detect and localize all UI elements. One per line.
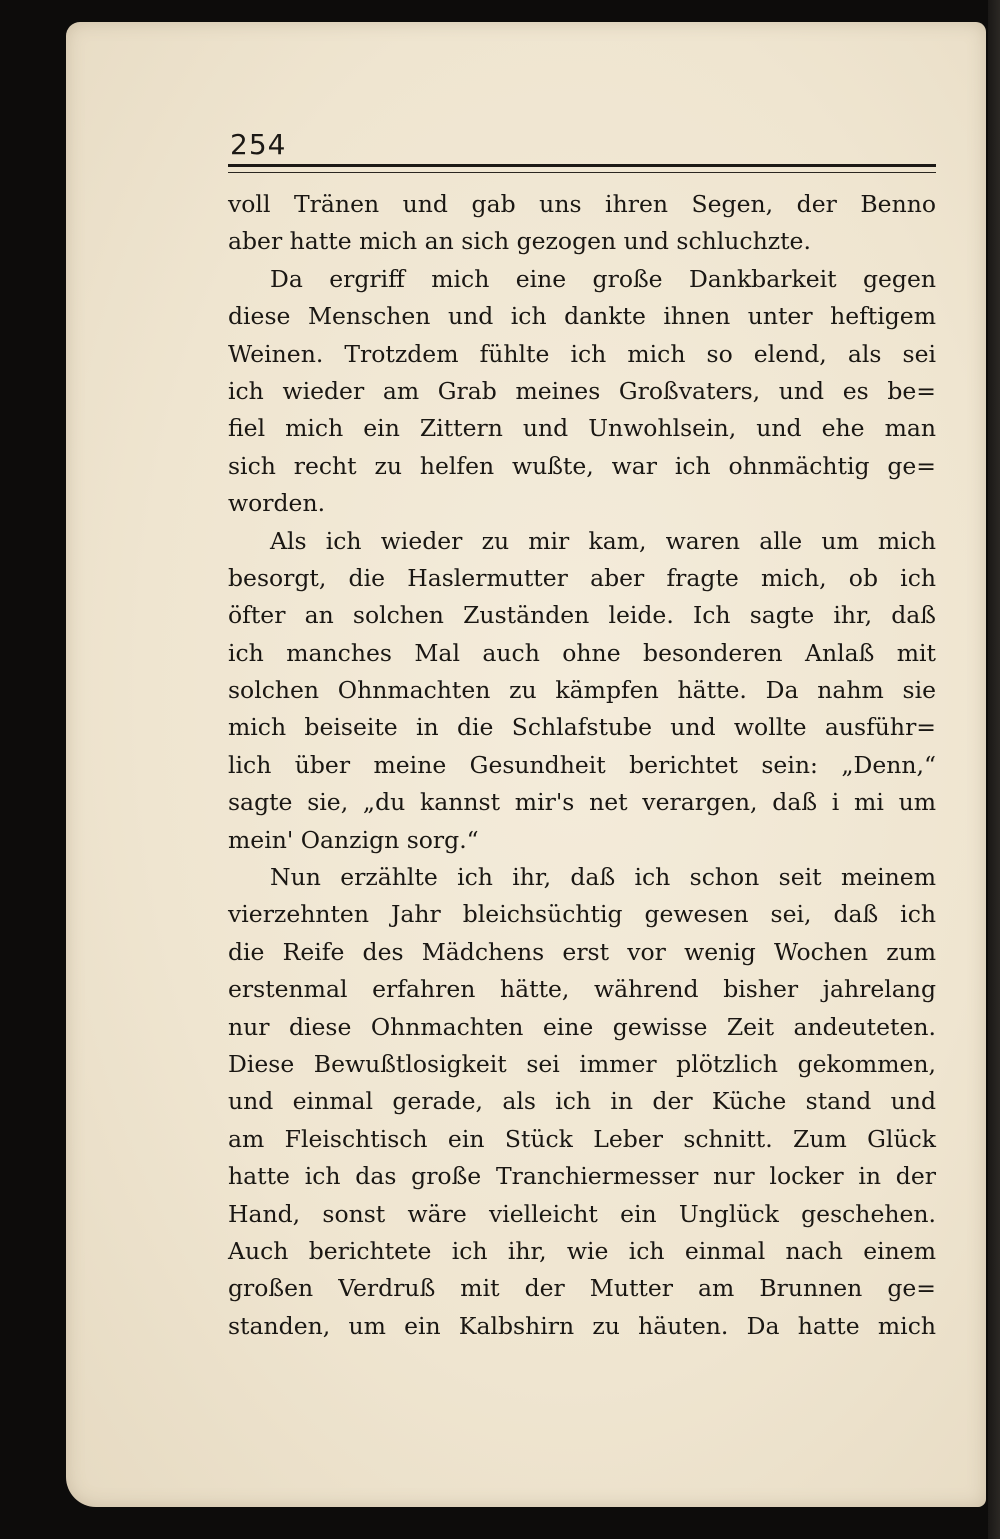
text-line: hatte ich das große Tranchiermesser nur locker in der	[228, 1162, 936, 1191]
text-line: voll Tränen und gab uns ihren Segen, der Benno	[228, 190, 936, 218]
text-line: Auch berichtete ich ihr, wie ich einmal nach einem	[228, 1236, 936, 1265]
text-line: standen, um ein Kalbshirn zu häuten. Da hatte mich	[228, 1311, 936, 1340]
text-line: sich recht zu helfen wußte, war ich ohnmächtig ge=	[228, 451, 936, 480]
text-line: großen Verdruß mit der Mutter am Brunnen ge=	[228, 1274, 936, 1303]
text-line: erstenmal erfahren hätte, während bisher jahrelang	[228, 975, 936, 1004]
text-line: Als ich wieder zu mir kam, waren alle um mich	[270, 526, 936, 555]
text-line: mich beiseite in die Schlafstube und wollte ausführ=	[228, 713, 936, 742]
scan-edge	[988, 0, 1000, 1539]
header-rule	[228, 164, 936, 167]
text-line: am Fleischtisch ein Stück Leber schnitt. Zum Glück	[228, 1124, 936, 1153]
text-line: Da ergriff mich eine große Dankbarkeit gegen	[270, 264, 936, 293]
text-line: vierzehnten Jahr bleichsüchtig gewesen sei, daß ich	[228, 900, 936, 929]
text-line: ich manches Mal auch ohne besonderen Anlaß mit	[228, 638, 936, 667]
text-line: diese Menschen und ich dankte ihnen unter heftigem	[228, 302, 936, 331]
body-text	[228, 186, 936, 1345]
text-line: mein' Oanzign sorg.“	[228, 825, 479, 854]
text-line: Nun erzählte ich ihr, daß ich schon seit meinem	[270, 863, 936, 892]
text-line: nur diese Ohnmachten eine gewisse Zeit andeuteten.	[228, 1012, 936, 1041]
text-line: besorgt, die Haslermutter aber fragte mich, ob ich	[228, 563, 936, 592]
text-line: Diese Bewußtlosigkeit sei immer plötzlich gekommen,	[228, 1049, 936, 1078]
header-rule-thin	[228, 172, 936, 173]
text-line: Weinen. Trotzdem fühlte ich mich so elend, als sei	[228, 339, 936, 368]
text-line: und einmal gerade, als ich in der Küche stand und	[228, 1087, 936, 1116]
text-line: sagte sie, „du kannst mir's net verargen, daß i mi um	[228, 788, 936, 817]
text-line: Hand, sonst wäre vielleicht ein Unglück geschehen.	[228, 1199, 936, 1228]
text-line: ich wieder am Grab meines Großvaters, und es be=	[228, 376, 936, 405]
text-line: öfter an solchen Zuständen leide. Ich sagte ihr, daß	[228, 601, 936, 630]
text-line: aber hatte mich an sich gezogen und schluchzte.	[228, 227, 811, 256]
text-line: solchen Ohnmachten zu kämpfen hätte. Da nahm sie	[228, 676, 936, 705]
text-line: worden.	[228, 489, 326, 518]
text-line: die Reife des Mädchens erst vor wenig Wochen zum	[228, 937, 936, 966]
page-number: 254	[230, 128, 287, 161]
text-line: lich über meine Gesundheit berichtet sein: „Denn,“	[228, 750, 936, 779]
text-line: fiel mich ein Zittern und Unwohlsein, und ehe man	[228, 414, 936, 443]
